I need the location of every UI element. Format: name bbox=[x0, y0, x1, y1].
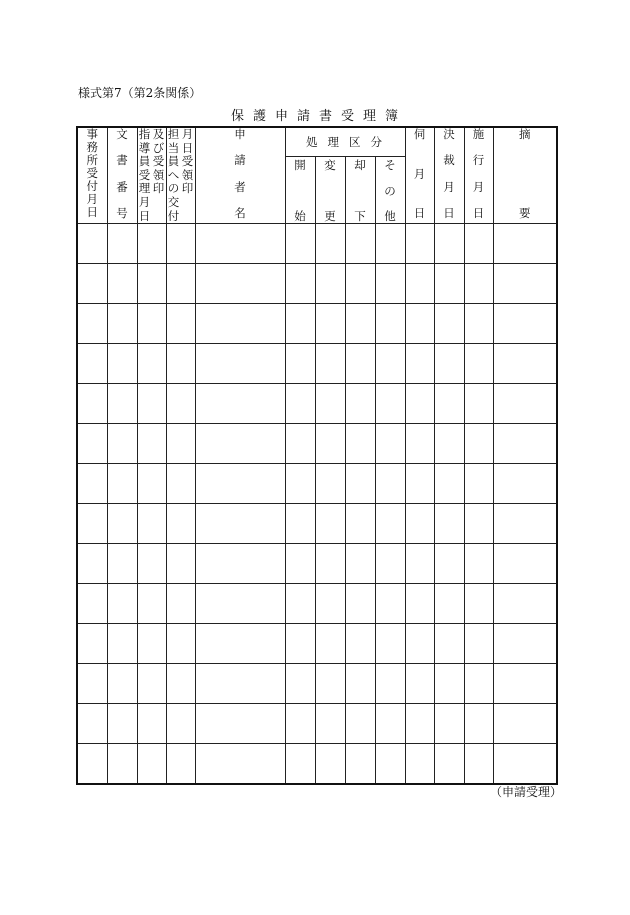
header-char: 員 bbox=[138, 154, 151, 169]
table-cell[interactable] bbox=[345, 544, 375, 584]
table-cell[interactable] bbox=[345, 224, 375, 264]
table-cell[interactable] bbox=[375, 504, 405, 544]
subheader-start bbox=[285, 157, 315, 224]
header-char: 員 bbox=[167, 154, 180, 169]
table-row bbox=[77, 544, 557, 584]
header-row bbox=[77, 127, 557, 157]
table-cell[interactable] bbox=[285, 304, 315, 344]
table-cell[interactable] bbox=[166, 344, 195, 384]
header-char: 伺 bbox=[413, 127, 426, 141]
table-cell[interactable] bbox=[77, 544, 107, 584]
table-cell[interactable] bbox=[434, 744, 464, 785]
header-char: 担 bbox=[167, 127, 180, 141]
table-cell[interactable] bbox=[285, 264, 315, 304]
table-cell[interactable] bbox=[285, 504, 315, 544]
header-char: 月 bbox=[86, 192, 98, 206]
table-cell[interactable] bbox=[137, 424, 166, 464]
table-cell[interactable] bbox=[137, 304, 166, 344]
table-cell[interactable] bbox=[285, 544, 315, 584]
header-char: 印 bbox=[152, 181, 165, 196]
register-table bbox=[76, 126, 558, 785]
header-char: 月 bbox=[413, 166, 426, 181]
table-cell[interactable] bbox=[195, 544, 285, 584]
table-cell[interactable] bbox=[405, 584, 434, 624]
document-title: 保護申請書受理簿 bbox=[230, 109, 407, 124]
table-cell[interactable] bbox=[166, 424, 195, 464]
table-cell[interactable] bbox=[166, 624, 195, 664]
table-cell[interactable] bbox=[345, 744, 375, 785]
header-char: 決 bbox=[443, 127, 455, 141]
table-cell[interactable] bbox=[195, 384, 285, 424]
table-cell[interactable] bbox=[493, 704, 557, 744]
table-cell[interactable] bbox=[166, 664, 195, 704]
subheader-rejection bbox=[345, 157, 375, 224]
header-char: 月 bbox=[138, 194, 151, 209]
table-cell[interactable] bbox=[493, 384, 557, 424]
table-cell[interactable] bbox=[405, 504, 434, 544]
table-cell[interactable] bbox=[464, 304, 493, 344]
header-char: 書 bbox=[116, 153, 128, 168]
table-cell[interactable] bbox=[285, 224, 315, 264]
table-row bbox=[77, 344, 557, 384]
header-char: 導 bbox=[138, 140, 151, 155]
table-cell[interactable] bbox=[405, 664, 434, 704]
table-cell[interactable] bbox=[195, 304, 285, 344]
table-cell[interactable] bbox=[137, 264, 166, 304]
header-char: 却 bbox=[354, 158, 366, 172]
header-reception-date bbox=[77, 127, 107, 224]
table-cell[interactable] bbox=[434, 624, 464, 664]
header-char: 要 bbox=[519, 206, 531, 220]
header-char: 名 bbox=[234, 205, 246, 220]
header-decision-date bbox=[434, 127, 464, 224]
table-cell[interactable] bbox=[315, 304, 345, 344]
table-cell[interactable] bbox=[195, 224, 285, 264]
table-cell[interactable] bbox=[405, 424, 434, 464]
table-cell[interactable] bbox=[137, 664, 166, 704]
header-char: 日 bbox=[413, 206, 426, 220]
table-cell[interactable] bbox=[464, 704, 493, 744]
table-cell[interactable] bbox=[434, 344, 464, 384]
table-cell[interactable] bbox=[315, 624, 345, 664]
header-char: 日 bbox=[443, 205, 455, 220]
table-cell[interactable] bbox=[345, 584, 375, 624]
table-cell[interactable] bbox=[375, 624, 405, 664]
header-char: 他 bbox=[384, 209, 396, 223]
table-cell[interactable] bbox=[195, 744, 285, 785]
table-cell[interactable] bbox=[195, 584, 285, 624]
header-char: 行 bbox=[472, 153, 485, 168]
form-number: 様式第7（第2条関係） bbox=[78, 86, 202, 100]
table-cell[interactable] bbox=[375, 704, 405, 744]
table-row bbox=[77, 464, 557, 504]
table-cell[interactable] bbox=[375, 424, 405, 464]
header-char: 事 bbox=[86, 127, 98, 141]
table-cell[interactable] bbox=[107, 344, 137, 384]
table-cell[interactable] bbox=[493, 744, 557, 785]
table-cell[interactable] bbox=[464, 344, 493, 384]
table-cell[interactable] bbox=[405, 464, 434, 504]
table-cell[interactable] bbox=[77, 344, 107, 384]
table-cell[interactable] bbox=[166, 584, 195, 624]
table-cell[interactable] bbox=[405, 344, 434, 384]
table-cell[interactable] bbox=[77, 224, 107, 264]
table-cell[interactable] bbox=[345, 304, 375, 344]
table-cell[interactable] bbox=[464, 504, 493, 544]
table-cell[interactable] bbox=[315, 744, 345, 785]
table-cell[interactable] bbox=[405, 744, 434, 785]
table-cell[interactable] bbox=[405, 224, 434, 264]
table-cell[interactable] bbox=[434, 264, 464, 304]
table-cell[interactable] bbox=[285, 624, 315, 664]
table-cell[interactable] bbox=[434, 424, 464, 464]
table-cell[interactable] bbox=[77, 504, 107, 544]
table-cell[interactable] bbox=[137, 344, 166, 384]
header-processing-category: 処理区分 bbox=[285, 127, 405, 157]
table-cell[interactable] bbox=[345, 464, 375, 504]
table-cell[interactable] bbox=[77, 744, 107, 785]
table-cell[interactable] bbox=[77, 664, 107, 704]
table-cell[interactable] bbox=[464, 264, 493, 304]
table-cell[interactable] bbox=[434, 224, 464, 264]
table-cell[interactable] bbox=[493, 464, 557, 504]
table-cell[interactable] bbox=[107, 384, 137, 424]
header-char: 務 bbox=[86, 140, 98, 154]
table-cell[interactable] bbox=[405, 304, 434, 344]
header-char: 受 bbox=[181, 154, 194, 169]
table-cell[interactable] bbox=[434, 464, 464, 504]
table-row bbox=[77, 304, 557, 344]
header-document-number bbox=[107, 127, 137, 224]
header-char: 印 bbox=[181, 181, 194, 196]
table-cell[interactable] bbox=[375, 264, 405, 304]
table-cell[interactable] bbox=[345, 344, 375, 384]
subheader-other bbox=[375, 157, 405, 224]
header-instructor-receipt bbox=[137, 127, 166, 224]
table-row bbox=[77, 504, 557, 544]
table-cell[interactable] bbox=[345, 704, 375, 744]
table-cell[interactable] bbox=[166, 544, 195, 584]
table-cell[interactable] bbox=[137, 704, 166, 744]
table-cell[interactable] bbox=[77, 704, 107, 744]
table-cell[interactable] bbox=[285, 424, 315, 464]
table-row bbox=[77, 664, 557, 704]
table-cell[interactable] bbox=[434, 304, 464, 344]
table-cell[interactable] bbox=[464, 584, 493, 624]
header-enforcement-date bbox=[464, 127, 493, 224]
header-officer-delivery bbox=[166, 127, 195, 224]
header-char: 月 bbox=[181, 127, 194, 141]
table-cell[interactable] bbox=[405, 624, 434, 664]
header-char: 更 bbox=[324, 209, 336, 223]
header-char: そ bbox=[384, 158, 396, 172]
table-cell[interactable] bbox=[195, 344, 285, 384]
table-cell[interactable] bbox=[77, 424, 107, 464]
table-cell[interactable] bbox=[493, 624, 557, 664]
table-cell[interactable] bbox=[77, 624, 107, 664]
header-char: 交 bbox=[167, 194, 180, 209]
table-cell[interactable] bbox=[375, 464, 405, 504]
header-char: 号 bbox=[116, 205, 128, 220]
table-cell[interactable] bbox=[166, 264, 195, 304]
table-cell[interactable] bbox=[285, 584, 315, 624]
table-cell[interactable] bbox=[195, 424, 285, 464]
header-char: 所 bbox=[86, 153, 98, 167]
table-cell[interactable] bbox=[493, 344, 557, 384]
table-cell[interactable] bbox=[434, 504, 464, 544]
table-cell[interactable] bbox=[166, 384, 195, 424]
header-char: 領 bbox=[152, 167, 165, 182]
table-cell[interactable] bbox=[137, 584, 166, 624]
table-cell[interactable] bbox=[464, 544, 493, 584]
table-cell[interactable] bbox=[464, 624, 493, 664]
table-cell[interactable] bbox=[493, 504, 557, 544]
table-cell[interactable] bbox=[166, 504, 195, 544]
table-cell[interactable] bbox=[315, 544, 345, 584]
table-cell[interactable] bbox=[315, 264, 345, 304]
header-char: 領 bbox=[181, 167, 194, 182]
table-cell[interactable] bbox=[315, 384, 345, 424]
table-cell[interactable] bbox=[166, 744, 195, 785]
table-cell[interactable] bbox=[345, 624, 375, 664]
table-cell[interactable] bbox=[137, 744, 166, 785]
table-cell[interactable] bbox=[166, 464, 195, 504]
table-cell[interactable] bbox=[315, 704, 345, 744]
table-cell[interactable] bbox=[345, 664, 375, 704]
table-cell[interactable] bbox=[195, 704, 285, 744]
table-cell[interactable] bbox=[464, 664, 493, 704]
table-cell[interactable] bbox=[464, 464, 493, 504]
header-char: へ bbox=[167, 167, 180, 182]
table-cell[interactable] bbox=[434, 584, 464, 624]
header-char: 付 bbox=[167, 208, 180, 223]
table-cell[interactable] bbox=[195, 504, 285, 544]
table-cell[interactable] bbox=[464, 384, 493, 424]
table-cell[interactable] bbox=[166, 704, 195, 744]
table-cell[interactable] bbox=[285, 664, 315, 704]
header-char: 者 bbox=[234, 179, 246, 194]
table-cell[interactable] bbox=[434, 544, 464, 584]
table-cell[interactable] bbox=[285, 344, 315, 384]
header-char: 開 bbox=[294, 158, 306, 172]
table-cell[interactable] bbox=[137, 624, 166, 664]
header-char: 月 bbox=[472, 179, 485, 194]
table-cell[interactable] bbox=[375, 664, 405, 704]
table-cell[interactable] bbox=[405, 264, 434, 304]
table-cell[interactable] bbox=[107, 304, 137, 344]
table-cell[interactable] bbox=[195, 264, 285, 304]
table-cell[interactable] bbox=[107, 744, 137, 785]
header-summary bbox=[493, 127, 557, 224]
table-cell[interactable] bbox=[434, 664, 464, 704]
table-cell[interactable] bbox=[493, 264, 557, 304]
subheader-change bbox=[315, 157, 345, 224]
header-char: 請 bbox=[234, 153, 246, 168]
table-cell[interactable] bbox=[77, 304, 107, 344]
table-cell[interactable] bbox=[77, 264, 107, 304]
table-cell[interactable] bbox=[77, 384, 107, 424]
footer-note: （申請受理） bbox=[490, 785, 563, 799]
table-cell[interactable] bbox=[345, 384, 375, 424]
table-cell[interactable] bbox=[77, 464, 107, 504]
header-char: 文 bbox=[116, 127, 128, 141]
table-cell[interactable] bbox=[315, 344, 345, 384]
table-cell[interactable] bbox=[107, 584, 137, 624]
header-char: 申 bbox=[234, 127, 246, 141]
header-char: 受 bbox=[138, 167, 151, 182]
table-cell[interactable] bbox=[107, 464, 137, 504]
table-cell[interactable] bbox=[107, 544, 137, 584]
table-cell[interactable] bbox=[405, 384, 434, 424]
table-cell[interactable] bbox=[285, 744, 315, 785]
header-char: 変 bbox=[324, 158, 336, 172]
table-cell[interactable] bbox=[137, 464, 166, 504]
table-cell[interactable] bbox=[285, 464, 315, 504]
table-cell[interactable] bbox=[375, 304, 405, 344]
table-cell[interactable] bbox=[107, 424, 137, 464]
table-cell[interactable] bbox=[285, 704, 315, 744]
header-char: 日 bbox=[86, 205, 98, 219]
table-cell[interactable] bbox=[107, 664, 137, 704]
table-cell[interactable] bbox=[315, 584, 345, 624]
table-cell[interactable] bbox=[77, 584, 107, 624]
table-cell[interactable] bbox=[195, 464, 285, 504]
table-cell[interactable] bbox=[107, 224, 137, 264]
table-row bbox=[77, 424, 557, 464]
table-cell[interactable] bbox=[464, 224, 493, 264]
header-char: 日 bbox=[138, 208, 151, 223]
header-char: 及 bbox=[152, 127, 165, 141]
table-row bbox=[77, 384, 557, 424]
table-cell[interactable] bbox=[375, 384, 405, 424]
header-char: 受 bbox=[152, 154, 165, 169]
header-char: 当 bbox=[167, 140, 180, 155]
table-cell[interactable] bbox=[493, 224, 557, 264]
table-cell[interactable] bbox=[345, 504, 375, 544]
table-row bbox=[77, 264, 557, 304]
table-cell[interactable] bbox=[434, 704, 464, 744]
header-char: 付 bbox=[86, 179, 98, 193]
table-cell[interactable] bbox=[345, 264, 375, 304]
table-cell[interactable] bbox=[315, 424, 345, 464]
table-cell[interactable] bbox=[493, 664, 557, 704]
table-cell[interactable] bbox=[345, 424, 375, 464]
header-char: 日 bbox=[181, 140, 194, 155]
table-row bbox=[77, 744, 557, 785]
table-cell[interactable] bbox=[493, 304, 557, 344]
header-char: 裁 bbox=[443, 153, 455, 168]
table-cell[interactable] bbox=[137, 544, 166, 584]
header-char: 受 bbox=[86, 166, 98, 180]
table-cell[interactable] bbox=[493, 584, 557, 624]
table-row bbox=[77, 704, 557, 744]
table-cell[interactable] bbox=[107, 504, 137, 544]
header-char: 施 bbox=[472, 127, 485, 141]
table-cell[interactable] bbox=[405, 544, 434, 584]
table-cell[interactable] bbox=[107, 704, 137, 744]
header-char: 理 bbox=[138, 181, 151, 196]
table-cell[interactable] bbox=[375, 544, 405, 584]
header-char: の bbox=[167, 181, 180, 196]
table-cell[interactable] bbox=[166, 304, 195, 344]
table-cell[interactable] bbox=[315, 664, 345, 704]
table-cell[interactable] bbox=[315, 464, 345, 504]
table-cell[interactable] bbox=[107, 264, 137, 304]
table-cell[interactable] bbox=[375, 744, 405, 785]
table-cell[interactable] bbox=[137, 224, 166, 264]
header-char: び bbox=[152, 140, 165, 155]
table-cell[interactable] bbox=[493, 544, 557, 584]
table-cell[interactable] bbox=[375, 584, 405, 624]
table-cell[interactable] bbox=[405, 704, 434, 744]
table-cell[interactable] bbox=[375, 344, 405, 384]
table-cell[interactable] bbox=[285, 384, 315, 424]
table-cell[interactable] bbox=[315, 224, 345, 264]
header-char: 下 bbox=[354, 209, 366, 223]
table-cell[interactable] bbox=[137, 504, 166, 544]
table-cell[interactable] bbox=[434, 384, 464, 424]
table-cell[interactable] bbox=[464, 424, 493, 464]
header-char: 摘 bbox=[519, 127, 531, 141]
table-cell[interactable] bbox=[375, 224, 405, 264]
header-char: 月 bbox=[443, 179, 455, 194]
header-char: 番 bbox=[116, 179, 128, 194]
header-char: 日 bbox=[472, 205, 485, 220]
header-char: 指 bbox=[138, 127, 151, 141]
header-char: 始 bbox=[294, 209, 306, 223]
table-cell[interactable] bbox=[464, 744, 493, 785]
header-char: の bbox=[384, 183, 396, 198]
table-cell[interactable] bbox=[195, 624, 285, 664]
header-applicant-name bbox=[195, 127, 285, 224]
table-row bbox=[77, 584, 557, 624]
table-cell[interactable] bbox=[315, 504, 345, 544]
table-cell[interactable] bbox=[195, 664, 285, 704]
header-inquiry-date bbox=[405, 127, 434, 224]
table-cell[interactable] bbox=[166, 224, 195, 264]
table-cell[interactable] bbox=[493, 424, 557, 464]
table-row bbox=[77, 224, 557, 264]
table-cell[interactable] bbox=[137, 384, 166, 424]
table-cell[interactable] bbox=[107, 624, 137, 664]
table-row bbox=[77, 624, 557, 664]
